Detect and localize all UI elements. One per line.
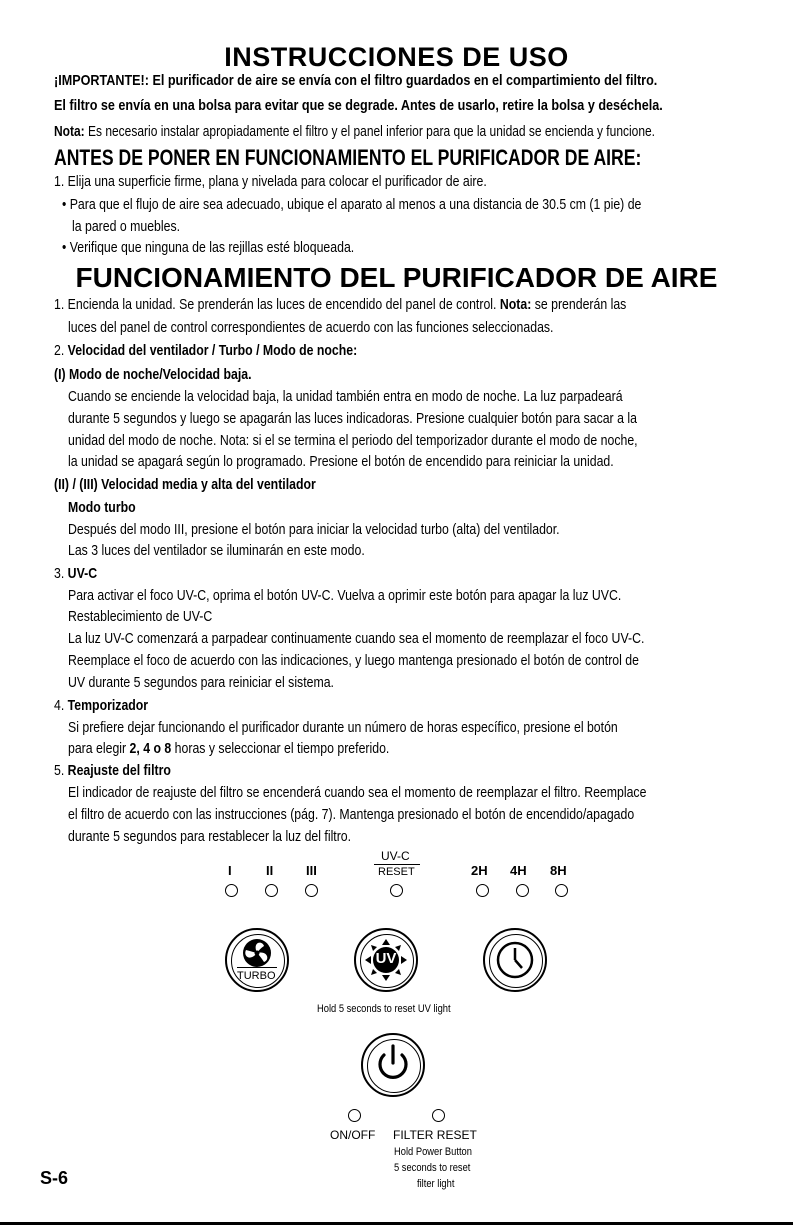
speed-label-1: I (228, 863, 232, 878)
uvc-indicator (390, 884, 403, 897)
timer-options: 2, 4 o 8 (129, 740, 172, 757)
filter-hold-note-3: filter light (417, 1178, 455, 1190)
timer-indicator-8h (555, 884, 568, 897)
speed-indicator-1 (225, 884, 238, 897)
before-use-bullet-2: • Verifique que ninguna de las rejillas esté bloqueada. (62, 239, 355, 256)
filter-text-3: durante 5 segundos para restablecer la luz del filtro. (68, 828, 352, 845)
timer-label-4h: 4H (510, 863, 527, 878)
operation-step-4-heading: Temporizador (67, 697, 149, 714)
operation-step-1-note: Nota: (499, 296, 532, 313)
power-icon (373, 1043, 413, 1085)
mode-I-text-3: unidad del modo de noche. Nota: si el se termina el periodo del temporizador durante el modo de noche, (68, 432, 638, 449)
page-number: S-6 (40, 1168, 69, 1188)
mode-II-III-heading: (II) / (III) Velocidad media y alta del ventilador (54, 476, 316, 493)
operation-step-1-cont: luces del panel de control correspondientes de acuerdo con las funciones seleccionadas. (68, 319, 554, 336)
timer-indicator-4h (516, 884, 529, 897)
timer-text-1: Si prefiere dejar funcionando el purificador durante un número de horas específico, presione el botón (68, 719, 618, 736)
note-label: Nota: (54, 123, 85, 140)
mode-I-text-1: Cuando se enciende la velocidad baja, la unidad también entra en modo de noche. La luz parpadeará (68, 388, 623, 405)
operation-step-1-tail: se prenderán las (531, 296, 627, 313)
uvc-text-5: UV durante 5 segundos para reiniciar el sistema. (68, 674, 334, 691)
filter-reset-indicator (432, 1109, 445, 1122)
operation-step-5-heading: Reajuste del filtro (67, 762, 171, 779)
speed-label-3: III (306, 863, 317, 878)
timer-indicator-2h (476, 884, 489, 897)
timer-label-8h: 8H (550, 863, 567, 878)
clock-icon (495, 940, 535, 980)
important-line-2: El filtro se envía en una bolsa para evitar que se degrade. Antes de usarlo, retire la bolsa y deséchela. (54, 97, 663, 114)
speed-indicator-3 (305, 884, 318, 897)
turbo-divider (237, 967, 277, 968)
turbo-text-1: Después del modo III, presione el botón para iniciar la velocidad turbo (alta) del ventilador. (68, 521, 560, 538)
uvc-divider (374, 864, 420, 865)
note-text: Es necesario instalar apropiadamente el filtro y el panel inferior para que la unidad se encienda y funcione. (84, 123, 656, 140)
uv-label: UV (375, 950, 397, 967)
uvc-text-1: Para activar el foco UV-C, oprima el botón UV-C. Vuelva a oprimir este botón para apagar la luz UVC. (68, 587, 622, 604)
operation-step-2-heading: Velocidad del ventilador / Turbo / Modo de noche: (67, 342, 358, 359)
operation-step-2-num: 2. (54, 342, 68, 359)
uv-hold-note: Hold 5 seconds to reset UV light (317, 1003, 451, 1015)
operation-step-1-text: 1. Encienda la unidad. Se prenderán las luces de encendido del panel de control. (54, 296, 500, 313)
power-button[interactable] (361, 1033, 425, 1097)
uvc-label: UV-C (381, 849, 410, 863)
filter-hold-note-2: 5 seconds to reset (394, 1162, 471, 1174)
speed-label-2: II (266, 863, 274, 878)
mode-I-text-4: la unidad se apagará según lo programado. Presione el botón de encendido para reiniciar la unidad. (68, 453, 614, 470)
mode-I-heading: (I) Modo de noche/Velocidad baja. (54, 366, 252, 383)
mode-I-text-2: durante 5 segundos y luego se apagarán las luces indicadoras. Presione cualquier botón para sacar a la (68, 410, 637, 427)
speed-indicator-2 (265, 884, 278, 897)
timer-label-2h: 2H (471, 863, 488, 878)
onoff-indicator (348, 1109, 361, 1122)
important-line-1: ¡IMPORTANTE!: El purificador de aire se envía con el filtro guardados en el compartimiento del filtro. (54, 72, 658, 89)
filter-text-1: El indicador de reajuste del filtro se encenderá cuando sea el momento de reemplazar el filtro. Reemplace (68, 784, 647, 801)
turbo-text-2: Las 3 luces del ventilador se iluminarán en este modo. (68, 542, 365, 559)
operation-step-3-num: 3. (54, 565, 68, 582)
timer-text-2a: para elegir (68, 740, 130, 757)
turbo-button[interactable] (225, 928, 289, 992)
filter-hold-note-1: Hold Power Button (394, 1146, 472, 1158)
uvc-reset-label: RESET (378, 866, 415, 878)
section-heading-operation: FUNCIONAMIENTO DEL PURIFICADOR DE AIRE (75, 262, 718, 293)
timer-text-2c: horas y seleccionar el tiempo preferido. (171, 740, 390, 757)
section-heading-before-use: ANTES DE PONER EN FUNCIONAMIENTO EL PURIFICADOR DE AIRE: (54, 145, 642, 170)
before-use-step-1: 1. Elija una superficie firme, plana y nivelada para colocar el purificador de aire. (54, 173, 487, 190)
turbo-mode-heading: Modo turbo (68, 499, 136, 516)
page-title: INSTRUCCIONES DE USO (224, 42, 569, 72)
filter-text-2: el filtro de acuerdo con las instrucciones (pág. 7). Mantenga presionado el botón de encendido/apagado (68, 806, 635, 823)
filter-reset-label: FILTER RESET (393, 1128, 477, 1142)
uvc-text-3: La luz UV-C comenzará a parpadear continuamente cuando sea el momento de reemplazar el foco UV-C. (68, 630, 645, 647)
operation-step-3-heading: UV-C (67, 565, 98, 582)
turbo-label: TURBO (237, 970, 276, 982)
timer-button[interactable] (483, 928, 547, 992)
uvc-text-2: Restablecimiento de UV-C (68, 608, 213, 625)
onoff-label: ON/OFF (330, 1128, 376, 1142)
before-use-bullet-1-cont: la pared o muebles. (72, 218, 181, 235)
before-use-bullet-1: • Para que el flujo de aire sea adecuado, ubique el aparato al menos a una distancia de 30.5 cm (1 pie) de (62, 196, 642, 213)
fan-icon (240, 938, 274, 968)
uvc-text-4: Reemplace el foco de acuerdo con las indicaciones, y luego mantenga presionado el botón de control de (68, 652, 639, 669)
operation-step-4-num: 4. (54, 697, 68, 714)
operation-step-5-num: 5. (54, 762, 68, 779)
uv-button[interactable] (354, 928, 418, 992)
